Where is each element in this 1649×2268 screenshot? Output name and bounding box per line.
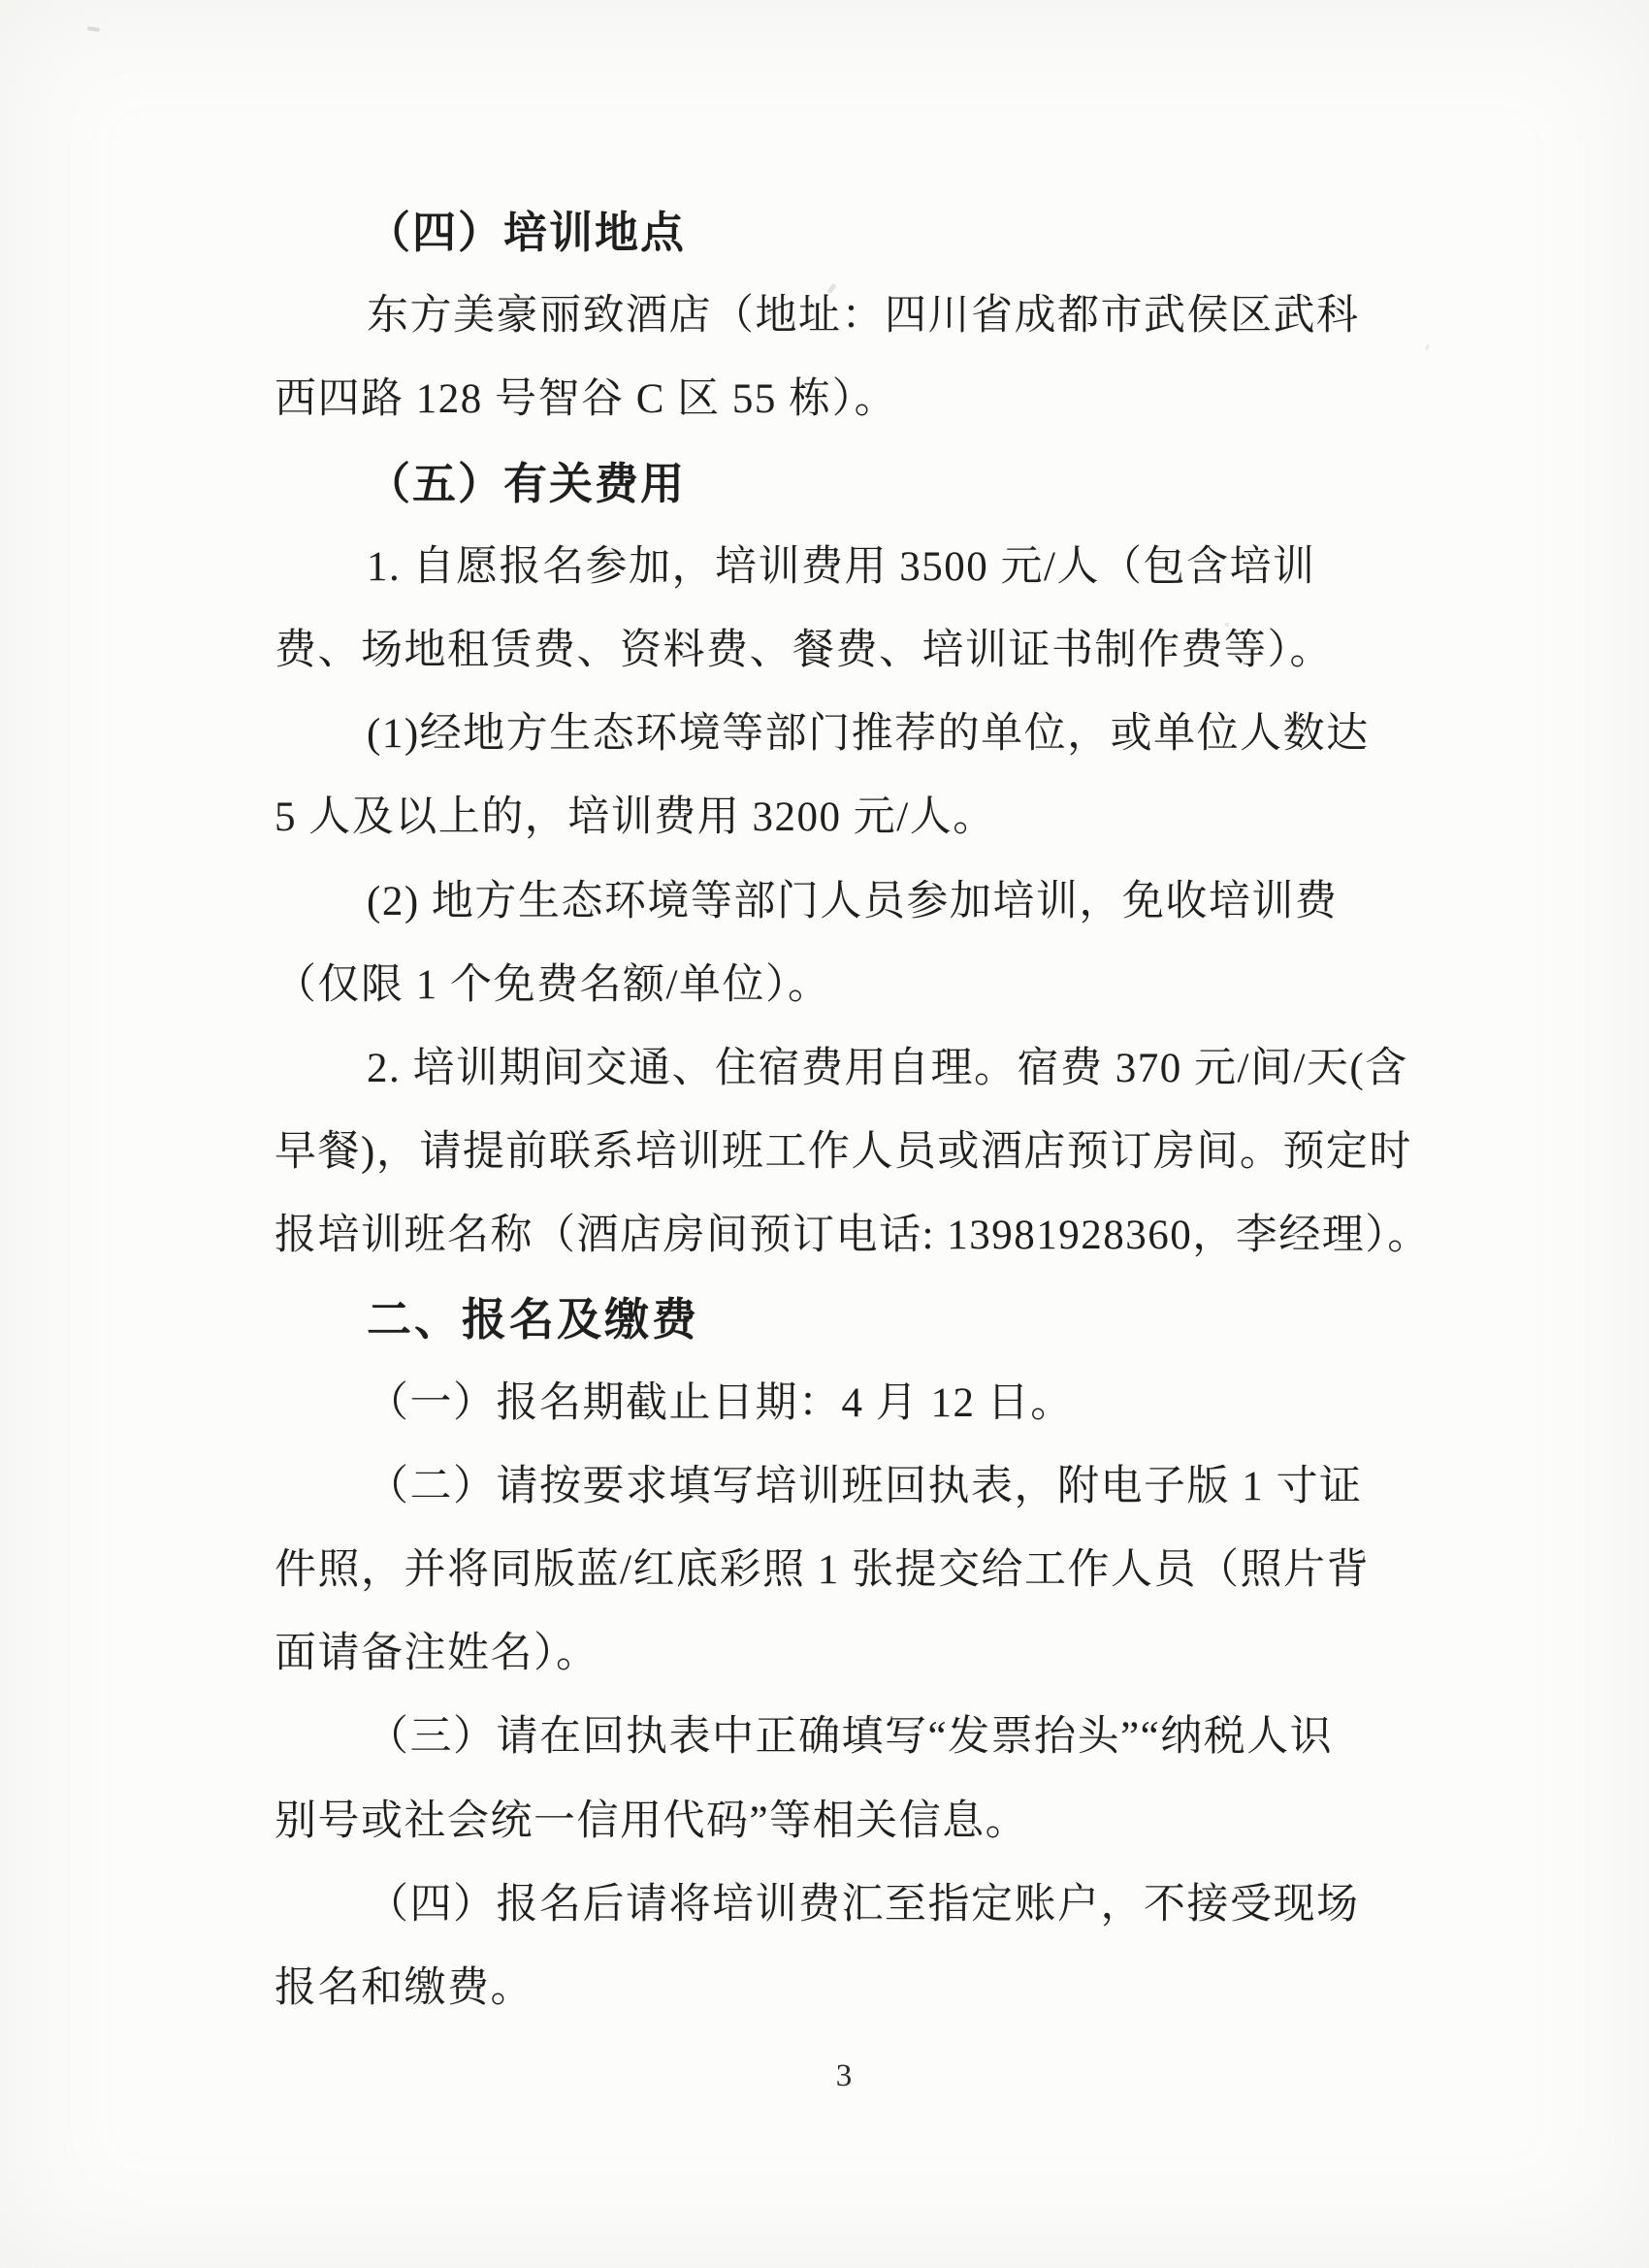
heading-section4-training-location: （四）培训地点: [367, 209, 687, 257]
doc-line-free-quota: （仅限 1 个免费名额/单位）。: [275, 961, 831, 1008]
scan-artifact: [411, 1647, 414, 1650]
doc-line-booking-phone: 报培训班名称（酒店房间预订电话: 13981928360，李经理）。: [275, 1213, 1431, 1259]
doc-line-photo-requirement: 件照，并将同版蓝/红底彩照 1 张提交给工作人员（照片背: [275, 1547, 1370, 1593]
doc-line-address-continued: 西四路 128 号智谷 C 区 55 栋）。: [275, 376, 898, 423]
scan-artifact: [1225, 623, 1229, 627]
doc-line-lodging-fee: 2. 培训期间交通、住宿费用自理。宿费 370 元/间/天(含: [367, 1045, 1408, 1091]
doc-line-tax-id: 别号或社会统一信用代码”等相关信息。: [275, 1798, 1029, 1844]
document-text-block: [275, 191, 1477, 2030]
doc-line-no-onsite-payment: 报名和缴费。: [275, 1964, 534, 2011]
doc-line-deadline: （一）报名期截止日期：4 月 12 日。: [367, 1379, 1074, 1426]
doc-line-hotel-name-address: 东方美豪丽致酒店（地址：四川省成都市武侯区武科: [367, 293, 1360, 340]
doc-line-fee-includes: 费、场地租赁费、资料费、餐费、培训证书制作费等）。: [275, 627, 1333, 673]
doc-line-reply-form: （二）请按要求填写培训班回执表，附电子版 1 寸证: [367, 1463, 1363, 1509]
scan-artifact: [87, 26, 100, 32]
doc-line-discount-condition: (1)经地方生态环境等部门推荐的单位，或单位人数达: [367, 711, 1370, 758]
heading-section5-fees: （五）有关费用: [367, 459, 687, 508]
doc-line-fee-3200: 5 人及以上的，培训费用 3200 元/人。: [275, 794, 996, 841]
doc-line-booking-instruction: 早餐)，请提前联系培训班工作人员或酒店预订房间。预定时: [275, 1129, 1412, 1176]
doc-line-fee-3500: 1. 自愿报名参加，培训费用 3500 元/人（包含培训: [367, 543, 1316, 590]
heading-section2-registration-payment: 二、报名及缴费: [367, 1294, 699, 1345]
page-number: 3: [835, 2058, 853, 2093]
doc-line-invoice-info: （三）请在回执表中正确填写“发票抬头”“纳税人识: [367, 1714, 1334, 1761]
doc-line-payment-transfer: （四）报名后请将培训费汇至指定账户，不接受现场: [367, 1881, 1360, 1928]
doc-line-free-for-gov: (2) 地方生态环境等部门人员参加培训，免收培训费: [367, 878, 1339, 924]
doc-line-photo-name-note: 面请备注姓名）。: [275, 1631, 599, 1677]
